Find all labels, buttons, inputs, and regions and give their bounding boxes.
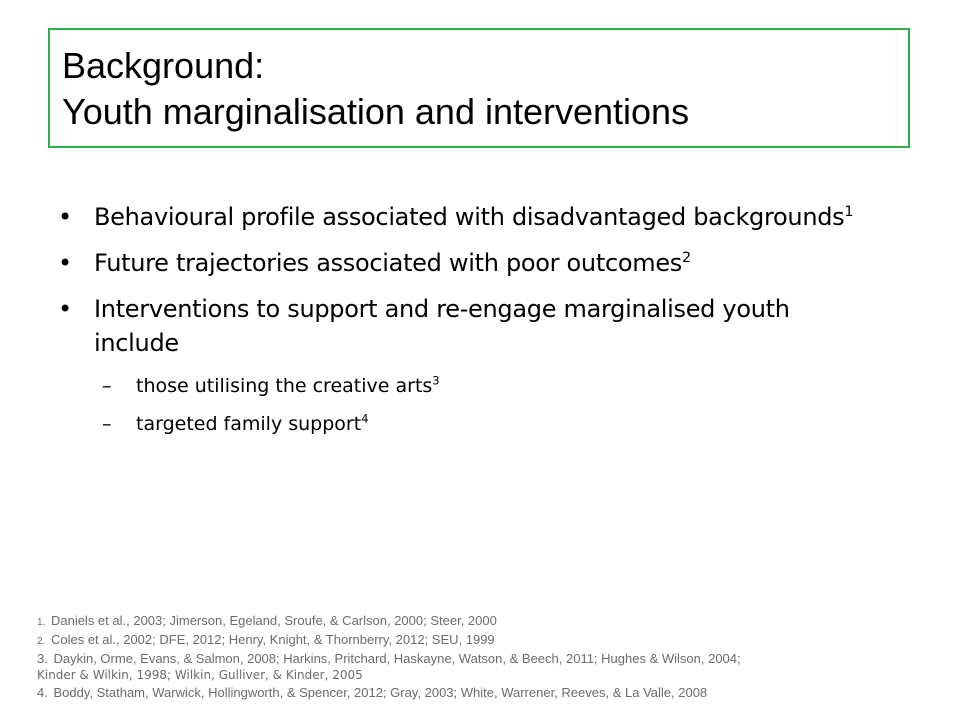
slide-title-line-2: Youth marginalisation and interventions: [62, 91, 690, 132]
reference-line: [37, 631, 937, 650]
footnote-marker: 2: [681, 250, 691, 266]
reference-line: [37, 612, 937, 631]
footnote-marker: 1: [844, 204, 854, 220]
sub-bullet-item: [58, 372, 878, 400]
bullet-icon: •: [58, 295, 72, 323]
footnote-marker: 4: [361, 411, 369, 426]
reference-text: Coles et al., 2002; DFE, 2012; Henry, Knight, & Thornberry, 2012; SEU, 1999: [50, 632, 495, 647]
reference-text: Daniels et al., 2003; Jimerson, Egeland, Sroufe, & Carlson, 2000; Steer, 2000: [50, 613, 497, 628]
bullet-text: Future trajectories associated with poor outcomes: [94, 249, 682, 277]
sub-bullet-text: targeted family support: [136, 413, 362, 435]
reference-number: 4.: [37, 685, 48, 700]
references-block: [37, 612, 937, 701]
sub-bullet-text: those utilising the creative arts: [136, 375, 433, 397]
bullet-text: Behavioural profile associated with disadvantaged backgrounds: [94, 203, 845, 231]
bullet-icon: •: [58, 203, 72, 231]
bullet-list: [58, 200, 878, 448]
bullet-item: [58, 200, 878, 234]
slide-title-line-1: Background:: [62, 45, 265, 86]
dash-icon: –: [102, 413, 112, 435]
reference-line: [37, 684, 937, 701]
reference-number: 3.: [37, 651, 48, 666]
footnote-marker: 3: [432, 373, 440, 388]
reference-text: Boddy, Statham, Warwick, Hollingworth, & Spencer, 2012; Gray, 2003; White, Warrener, Reeves, & La Valle, 2008: [53, 685, 708, 700]
reference-line: [37, 650, 937, 667]
bullet-text: Interventions to support and re-engage marginalised youth include: [94, 295, 790, 357]
bullet-icon: •: [58, 249, 72, 277]
bullet-item: [58, 292, 878, 360]
reference-text: Kinder & Wilkin, 1998; Wilkin, Gulliver, & Kinder, 2005: [37, 668, 363, 682]
reference-text: Daykin, Orme, Evans, & Salmon, 2008; Harkins, Pritchard, Haskayne, Watson, & Beech, 2011; Hughes & Wilson, 2004;: [53, 651, 741, 666]
slide-title-box: [48, 28, 910, 148]
reference-number: 2.: [37, 636, 46, 647]
dash-icon: –: [102, 375, 112, 397]
reference-number: 1.: [37, 617, 46, 628]
bullet-item: [58, 246, 878, 280]
sub-bullet-item: [58, 410, 878, 438]
reference-line-continued: [37, 667, 937, 684]
